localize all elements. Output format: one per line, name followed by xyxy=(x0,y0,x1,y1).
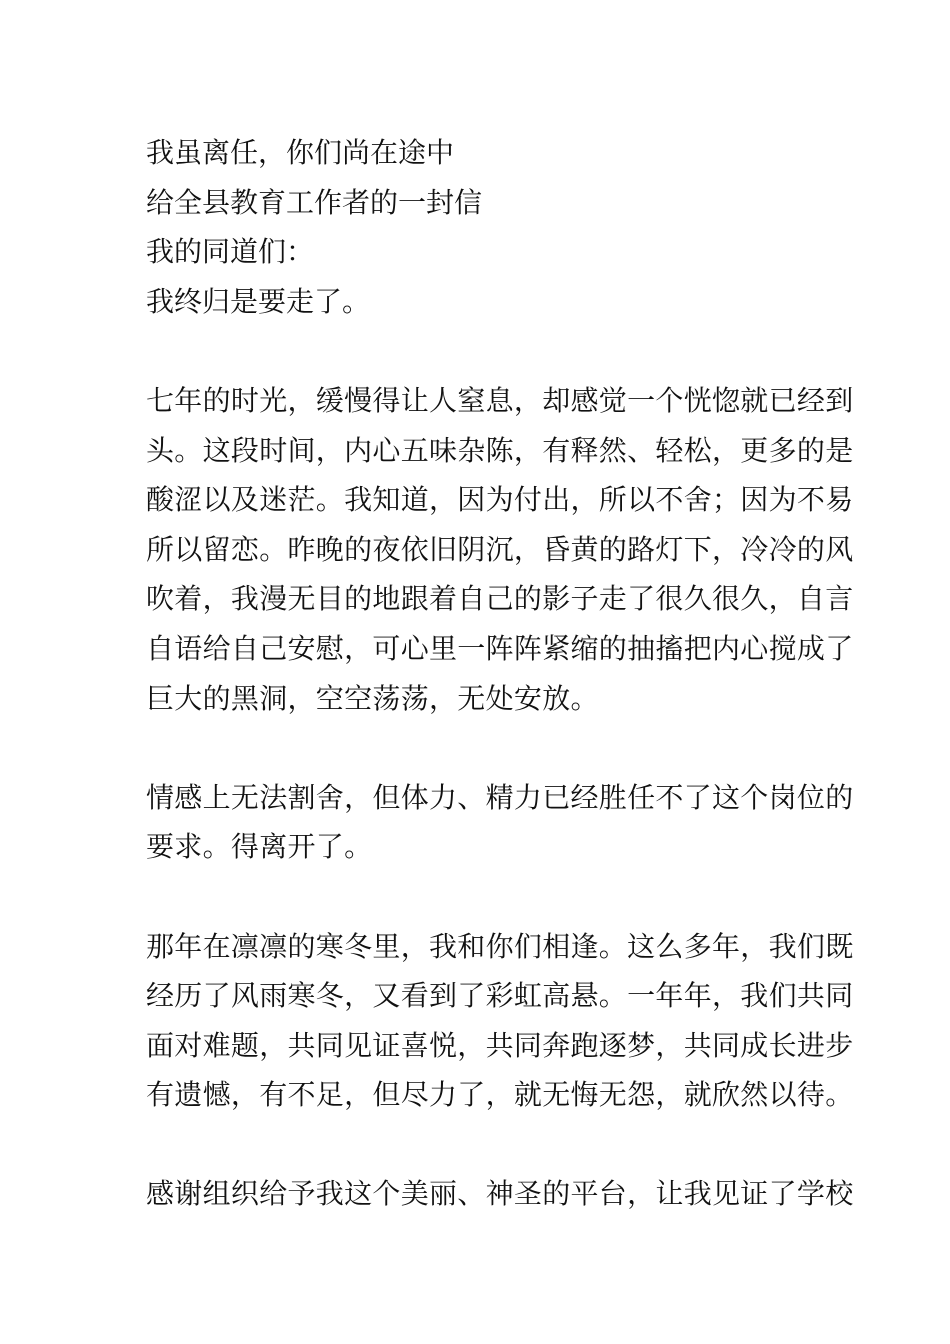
paragraph-line: 所以留恋。昨晚的夜依旧阴沉，昏黄的路灯下，冷冷的风 xyxy=(146,532,854,566)
paragraph-4 xyxy=(146,1169,854,1219)
letter-opening-line: 我终归是要走了。 xyxy=(146,284,371,318)
paragraph-line: 巨大的黑洞，空空荡荡，无处安放。 xyxy=(146,681,599,715)
letter-salutation: 我的同道们： xyxy=(146,235,315,269)
paragraph-line: 面对难题，共同见证喜悦，共同奔跑逐梦，共同成长进步 xyxy=(146,1028,854,1062)
letter-body xyxy=(146,128,854,1219)
paragraph-2 xyxy=(146,773,854,872)
paragraph-line: 有遗憾，有不足，但尽力了，就无悔无怨，就欣然以待。 xyxy=(146,1078,854,1112)
paragraph-line: 感谢组织给予我这个美丽、神圣的平台，让我见证了学校 xyxy=(146,1177,854,1211)
paragraph-3 xyxy=(146,922,854,1120)
paragraph-line: 情感上无法割舍，但体力、精力已经胜任不了这个岗位的 xyxy=(146,780,854,814)
paragraph-line: 自语给自己安慰，可心里一阵阵紧缩的抽搐把内心搅成了 xyxy=(146,631,854,665)
paragraph-line: 吹着，我漫无目的地跟着自己的影子走了很久很久，自言 xyxy=(146,582,854,616)
paragraph-line: 头。这段时间，内心五味杂陈，有释然、轻松，更多的是 xyxy=(146,433,854,467)
paragraph-line: 酸涩以及迷茫。我知道，因为付出，所以不舍；因为不易 xyxy=(146,483,854,517)
paragraph-line: 经历了风雨寒冬，又看到了彩虹高悬。一年年，我们共同 xyxy=(146,979,854,1013)
paragraph-1 xyxy=(146,376,854,723)
paragraph-line: 要求。得离开了。 xyxy=(146,830,373,864)
paragraph-line: 七年的时光，缓慢得让人窒息，却感觉一个恍惚就已经到 xyxy=(146,383,854,417)
letter-title: 我虽离任，你们尚在途中 xyxy=(146,136,455,169)
letter-subtitle: 给全县教育工作者的一封信 xyxy=(146,185,483,219)
paragraph-line: 那年在凛凛的寒冬里，我和你们相逢。这么多年，我们既 xyxy=(146,929,854,963)
